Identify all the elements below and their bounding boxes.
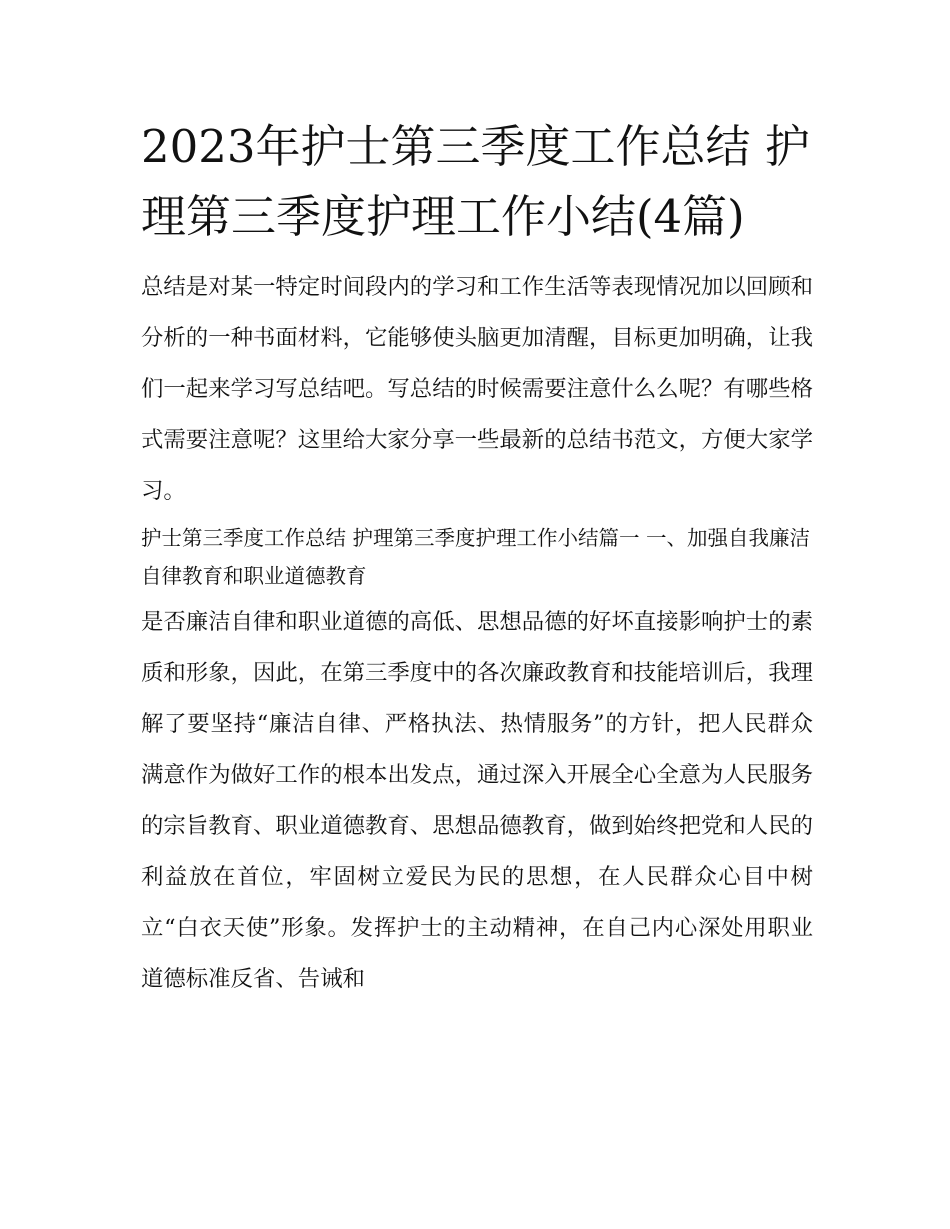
- document-page: [141, 112, 813, 1005]
- intro-paragraph: 总结是对某一特定时间段内的学习和工作生活等表现情况加以回顾和分析的一种书面材料，它能够使头脑更加清醒，目标更加明确，让我们一起来学习写总结吧。写总结的时候需要注意什么么呢？有哪些格式需要注意呢？这里给大家分享一些最新的总结书范文，方便大家学习。: [141, 274, 813, 504]
- document-title: 2023年护士第三季度工作总结 护理第三季度护理工作小结(4篇): [141, 120, 810, 243]
- section-paragraph: 是否廉洁自律和职业道德的高低、思想品德的好坏直接影响护士的素质和形象，因此，在第三季度中的各次廉政教育和技能培训后，我理解了要坚持“廉洁自律、严格执法、热情服务”的方针，把人民群众满意作为做好工作的根本出发点，通过深入开展全心全意为人民服务的宗旨教育、职业道德教育、思想品德教育，做到始终把党和人民的利益放在首位，牢固树立爱民为民的思想，在人民群众心目中树立“白衣天使”形象。发挥护士的主动精神，在自己内心深处用职业道德标准反省、告诫和: [141, 609, 813, 992]
- document-body: [141, 262, 813, 1005]
- section-heading: 护士第三季度工作总结 护理第三季度护理工作小结篇一 一、加强自我廉洁自律教育和职业道德教育: [141, 526, 811, 588]
